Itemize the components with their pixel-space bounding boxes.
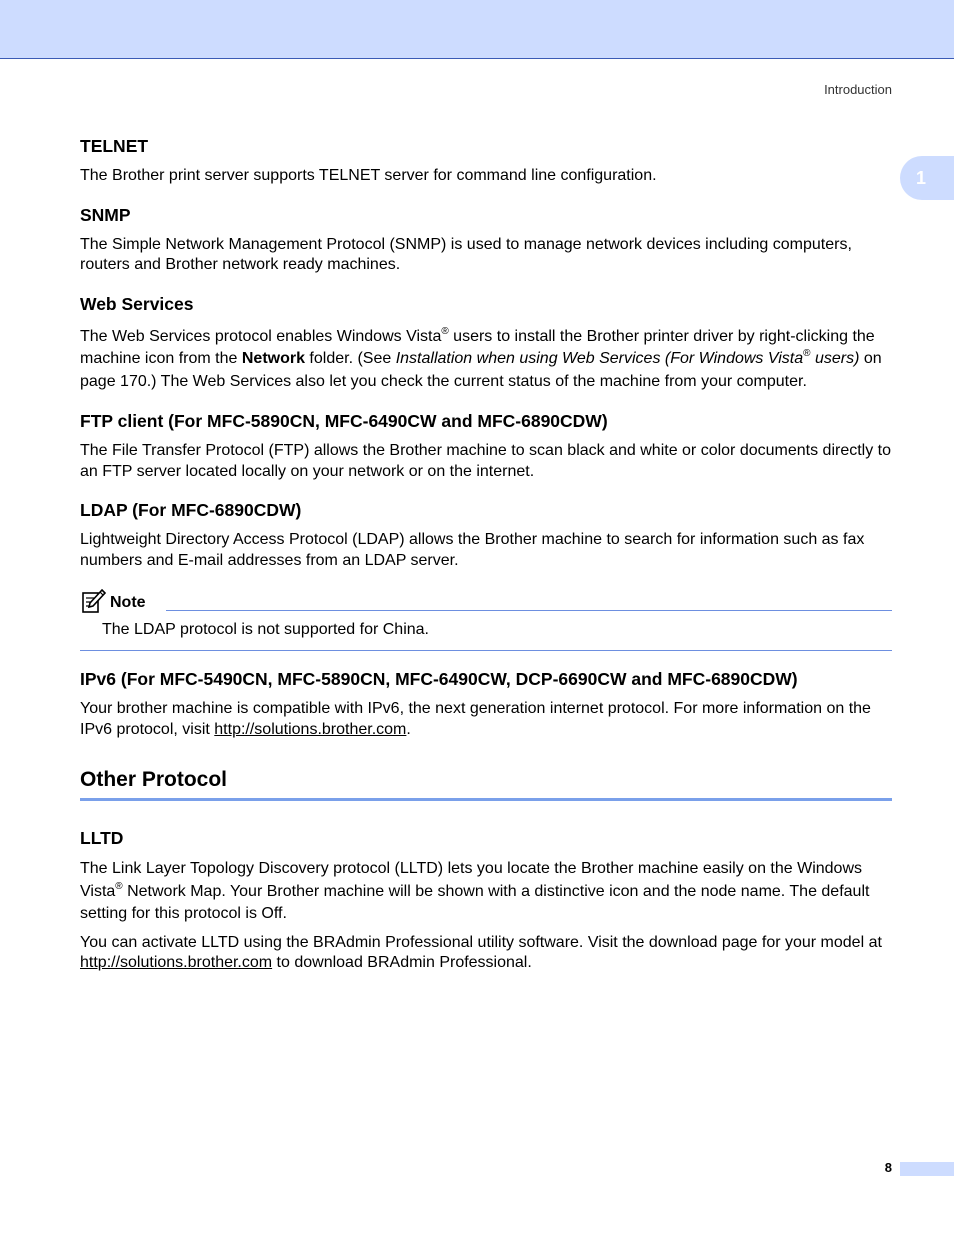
section-body: [80, 933, 892, 974]
note-label: Note: [110, 594, 146, 611]
section-body: Lightweight Directory Access Protocol (LDAP) allows the Brother machine to search for information such as fax numbers and E-mail addresses from an LDAP server.: [80, 531, 865, 569]
section-snmp: [80, 205, 892, 276]
section-ipv6: [80, 669, 892, 740]
text-run: The Link Layer Topology Discovery protocol (LLTD) lets you locate the Brother machine easily on the Windows Vista: [80, 860, 863, 900]
text-run: to download BRAdmin Professional.: [272, 954, 532, 971]
running-header: Introduction: [824, 82, 892, 97]
chapter-tab: [900, 156, 954, 200]
note-box: [80, 586, 892, 651]
page-content: [80, 136, 892, 992]
cross-reference: users): [810, 350, 860, 367]
registered-mark: ®: [115, 880, 123, 892]
section-body: The Simple Network Management Protocol (SNMP) is used to manage network devices including computers, routers and Brother network ready machines.: [80, 235, 852, 273]
section-web-services: [80, 294, 892, 394]
note-text: The LDAP protocol is not supported for China.: [80, 614, 892, 651]
section-heading: LLTD: [80, 828, 124, 848]
text-run: The Web Services protocol enables Windows Vista: [80, 327, 442, 345]
text-run: .: [406, 720, 411, 738]
section-ldap: [80, 500, 892, 571]
chapter-heading-other-protocol: Other Protocol: [80, 768, 892, 801]
footer-band: [900, 1162, 954, 1176]
section-lltd: [80, 828, 892, 974]
section-heading: LDAP (For MFC-6890CDW): [80, 500, 302, 520]
text-run: on page 170.) The Web Services also let you check the current status of the machine from your computer.: [80, 350, 882, 390]
section-body: The Brother print server supports TELNET server for command line configuration.: [80, 167, 657, 184]
section-body: The File Transfer Protocol (FTP) allows the Brother machine to scan black and white or color documents directly to an FTP server located locally on your network or on the internet.: [80, 442, 892, 480]
section-body: [80, 699, 892, 740]
section-ftp-client: [80, 411, 892, 482]
solutions-link[interactable]: http://solutions.brother.com: [80, 954, 273, 971]
registered-mark: ®: [803, 348, 811, 359]
text-run: users to install the Brother printer driver by right-clicking the machine icon from the: [80, 327, 875, 367]
cross-reference: Installation when using Web Services (For Windows Vista: [395, 350, 804, 367]
section-telnet: [80, 136, 892, 187]
text-run: Your brother machine is compatible with IPv6, the next generation internet protocol. For more information on the IPv6 protocol, visit: [80, 700, 871, 738]
bold-network: Network: [241, 350, 305, 367]
section-body: [80, 326, 892, 394]
note-header: [80, 586, 892, 614]
section-heading: FTP client (For MFC-5890CN, MFC-6490CW and MFC-6890CDW): [80, 411, 608, 431]
section-body: [80, 858, 892, 926]
header-band: [0, 0, 954, 59]
text-run: folder. (See: [304, 350, 396, 367]
section-heading: IPv6 (For MFC-5490CN, MFC-5890CN, MFC-6490CW, DCP-6690CW and MFC-6890CDW): [80, 669, 798, 689]
note-divider: [166, 610, 892, 611]
registered-mark: ®: [441, 325, 449, 337]
chapter-number: 1: [916, 167, 927, 188]
solutions-link[interactable]: http://solutions.brother.com: [214, 720, 407, 738]
section-heading: SNMP: [80, 204, 131, 225]
section-heading: TELNET: [80, 136, 149, 156]
section-heading: Web Services: [80, 293, 194, 314]
text-run: You can activate LLTD using the BRAdmin Professional utility software. Visit the download page for your model at: [80, 933, 882, 951]
page-number: 8: [884, 1160, 892, 1175]
note-pencil-icon: [80, 588, 106, 614]
text-run: Network Map. Your Brother machine will be shown with a distinctive icon and the node name. The default setting for this protocol is Off.: [80, 882, 870, 922]
